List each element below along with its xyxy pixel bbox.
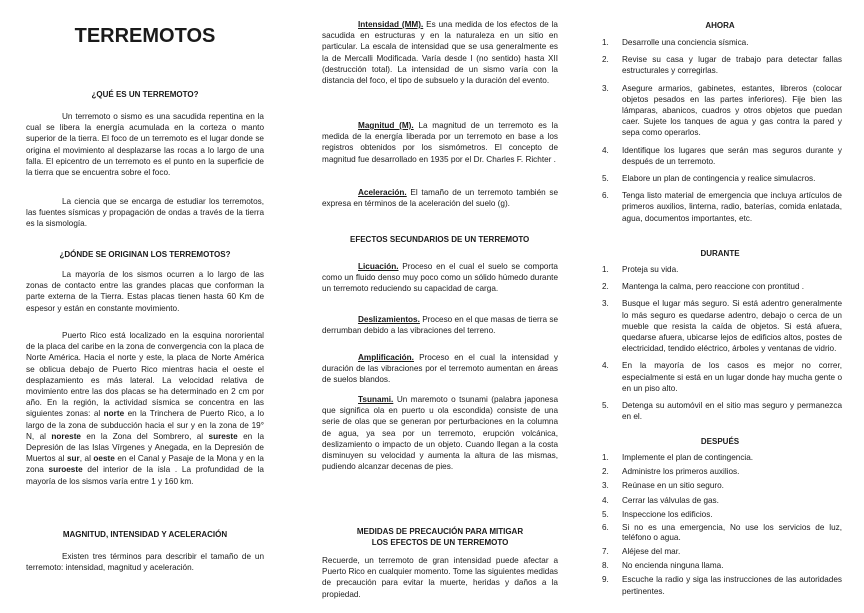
term-amplificacion: Amplificación. xyxy=(358,353,414,362)
list-item: 2. Administre los primeros auxilios. xyxy=(602,467,740,477)
term-intensidad: Intensidad (MM). xyxy=(358,20,424,29)
heading-medidas-line-2: LOS EFECTOS DE UN TERREMOTO xyxy=(371,538,509,547)
list-item: 3. Busque el lugar más seguro. Si está adentro generalmente lo más seguro es quedarse adentro, debajo o cerca de un mueble que resista la caída de objetos. Si está afuera, quedarse afuera, ubicarse lejos de edificios altos, postes de electricidad, tendido eléctrico, árboles y ventanas de vidrio. xyxy=(602,299,842,354)
list-item: 6. Tenga listo material de emergencia que incluya artículos de primeros auxilios, linterna, radio, baterías, comida enlatada, agua, documentos importantes, etc. xyxy=(602,191,842,223)
list-item: 2. Mantenga la calma, pero reaccione con prontitud . xyxy=(602,282,805,292)
list-item: 6. Si no es una emergencia, No use los servicios de luz, teléfono o agua. xyxy=(602,523,842,543)
paragraph-magnitud-def: Magnitud (M). La magnitud de un terremoto es la medida de la energía liberada por un terremoto en base a los registros obtenidos por los sismómetros. El concepto de magnitud fue desarrollado en 1935 por el Dr. Charles F. Richter . xyxy=(322,121,558,164)
list-item: 5. Elabore un plan de contingencia y realice simulacros. xyxy=(602,174,816,184)
list-item: 3. Reúnase en un sitio seguro. xyxy=(602,481,724,491)
term-tsunami: Tsunami. xyxy=(358,395,394,404)
list-item: 4. Identifique los lugares que serán mas seguros durante y después de un terremoto. xyxy=(602,145,842,166)
paragraph-donde-2: Puerto Rico está localizado en la esquina nororiental de la placa del caribe en la zona de convergencia con la placa de Norte América. Hacia el norte y este, la placa de Norte América se oblicua debajo de Puerto Rico mientras hacia el oeste el desplazamiento es más lateral. La velocidad relativa de movimiento entre las dos placas se ha determinado en 2 cm por año. En la región, la actividad sísmica se concentra en las siguientes zonas: al norte en la Trinchera de Puerto Rico, a lo largo de la zona de subducción hacia el sur y en la zona de 19° N, al noreste en la Zona del Sombrero, al sureste en la Depresión de las Islas Vírgenes y Anegada, en la Depresión de Muertos al sur, al oeste en el Canal y Pasaje de la Mona y en la zona suroeste del interior de la isla . La profundidad de la mayoría de los sismos varía entre 1 y 160 km. xyxy=(26,331,265,486)
paragraph-medidas: Recuerde, un terremoto de gran intensidad puede afectar a Puerto Rico en cualquier momento. Tome las siguientes medidas de precaución para evitar la muerte, heridas y daños a la propiedad. xyxy=(322,556,558,599)
list-durante xyxy=(598,264,842,422)
list-item: 4. Cerrar las válvulas de gas. xyxy=(602,495,719,505)
paragraph-amplificacion: Amplificación. Proceso en el cual la intensidad y duración de las vibraciones por el terremoto aumentan en áreas de suelos blandos. xyxy=(322,353,558,385)
list-despues xyxy=(598,452,842,597)
page-title: TERREMOTOS xyxy=(74,25,216,47)
list-item: 8. No encienda ninguna llama. xyxy=(602,561,724,571)
list-item: 3. Asegure armarios, gabinetes, estantes, libreros (colocar objetos pesados en las partes inferiores). Fije bien las lámparas, abanicos, cuadros y otros objetos que puedan caer. Sujete los tanques de agua y gas contra la pared y sepa como operarlos. xyxy=(602,83,842,138)
paragraph-intensidad: Intensidad (MM). Es una medida de los efectos de la sacudida en estructuras y en la naturaleza en un sitio en particular. La escala de intensidad que se usa generalmente es la de Mercalli Modificada. Varía desde I (no sentido) hasta XII (destrucción total). La intensidad de un sismo varía con la distancia del foco, el tipo de subsuelo y la duración del evento. xyxy=(322,20,558,86)
heading-efectos: EFECTOS SECUNDARIOS DE UN TERREMOTO xyxy=(350,235,530,244)
heading-ahora: AHORA xyxy=(705,21,735,30)
paragraph-que-es-2: La ciencia que se encarga de estudiar los terremotos, las fuentes sísmicas y propagación de ondas a través de la tierra es la sismología. xyxy=(26,197,264,229)
keyword-sur: sur xyxy=(66,454,80,464)
paragraph-deslizamientos: Deslizamientos. Proceso en el que masas de tierra se derrumban debido a las vibraciones del terreno. xyxy=(322,315,559,336)
list-item: 7. Aléjese del mar. xyxy=(602,547,681,557)
keyword-sureste: sureste xyxy=(208,431,238,441)
keyword-suroeste: suroeste xyxy=(48,465,83,475)
paragraph-que-es-1: Un terremoto o sismo es una sacudida repentina en la cual se libera la energía acumulada en la corteza o manto superior de la tierra. El foco de un terremoto es el lugar donde se origina el movimiento al desplazarse las rocas a lo largo de una falla. El epicentro de un terremoto es el punto en la superficie de la tierra que se encuentra sobre el foco. xyxy=(26,112,264,178)
keyword-noreste: noreste xyxy=(51,431,81,441)
list-item: 2. Revise su casa y lugar de trabajo para detectar fallas estructurales y corregirlas. xyxy=(602,55,842,76)
term-deslizamientos: Deslizamientos. xyxy=(358,315,420,324)
list-item: 9. Escuche la radio y siga las instrucciones de las autoridades pertinentes. xyxy=(602,575,842,596)
list-item: 4. En la mayoría de los casos es mejor no correr, especialmente si está en un lugar donde hay mucha gente o en un piso alto. xyxy=(602,361,842,393)
heading-magnitud: MAGNITUD, INTENSIDAD Y ACELERACIÓN xyxy=(62,530,228,539)
paragraph-tsunami: Tsunami. Un maremoto o tsunami (palabra japonesa que significa ola en puerto u ola escondida) consiste de una serie de olas que se generan por perturbaciones en la columna de agua, ya sea por un terremoto, erupción volcánica, deslizamiento o impacto de un objeto. Cuando llegan a la costa disminuyen su velocidad y aumenta la altura de las mismas, pudiendo alcanzar decenas de pies. xyxy=(322,395,558,472)
paragraph-licuacion: Licuación. Proceso en el cual el suelo se comporta como un fluido denso muy poco como un sólido húmedo durante un terremoto reduciendo su capacidad de carga. xyxy=(322,262,558,294)
paragraph-magnitud: Existen tres términos para describir el tamaño de un terremoto: intensidad, magnitud y aceleración. xyxy=(26,552,264,573)
heading-despues: DESPUÉS xyxy=(700,437,740,446)
term-magnitud: Magnitud (M). xyxy=(358,121,414,130)
term-aceleracion: Aceleración. xyxy=(358,188,407,197)
column-2 xyxy=(322,0,558,613)
keyword-norte: norte xyxy=(103,409,125,419)
list-item: 1. Implemente el plan de contingencia. xyxy=(602,453,754,462)
heading-donde: ¿DÓNDE SE ORIGINAN LOS TERREMOTOS? xyxy=(59,250,231,259)
keyword-oeste: oeste xyxy=(93,454,115,464)
column-1 xyxy=(26,0,264,613)
column-3 xyxy=(598,0,842,613)
list-item: 1. Proteja su vida. xyxy=(602,265,679,274)
paragraph-donde-1: La mayoría de los sismos ocurren a lo largo de las zonas de contacto entre las grandes placas que conforman la parte externa de la Tierra. Estas placas tienen hasta 60 Km de espesor y están en constante movimiento. xyxy=(26,270,264,313)
heading-que-es: ¿QUÉ ES UN TERREMOTO? xyxy=(91,90,199,99)
paragraph-aceleracion: Aceleración. El tamaño de un terremoto también se expresa en términos de la aceleración del suelo (g). xyxy=(322,188,558,209)
list-item: 1. Desarrolle una conciencia sísmica. xyxy=(602,38,749,47)
term-licuacion: Licuación. xyxy=(358,262,399,271)
heading-medidas-line-1: MEDIDAS DE PRECAUCIÓN PARA MITIGAR xyxy=(356,527,524,536)
list-item: 5. Detenga su automóvil en el sitio mas seguro y permanezca en el. xyxy=(602,401,842,422)
heading-durante: DURANTE xyxy=(700,249,740,258)
list-ahora xyxy=(598,37,842,224)
list-item: 5. Inspeccione los edificios. xyxy=(602,509,713,519)
